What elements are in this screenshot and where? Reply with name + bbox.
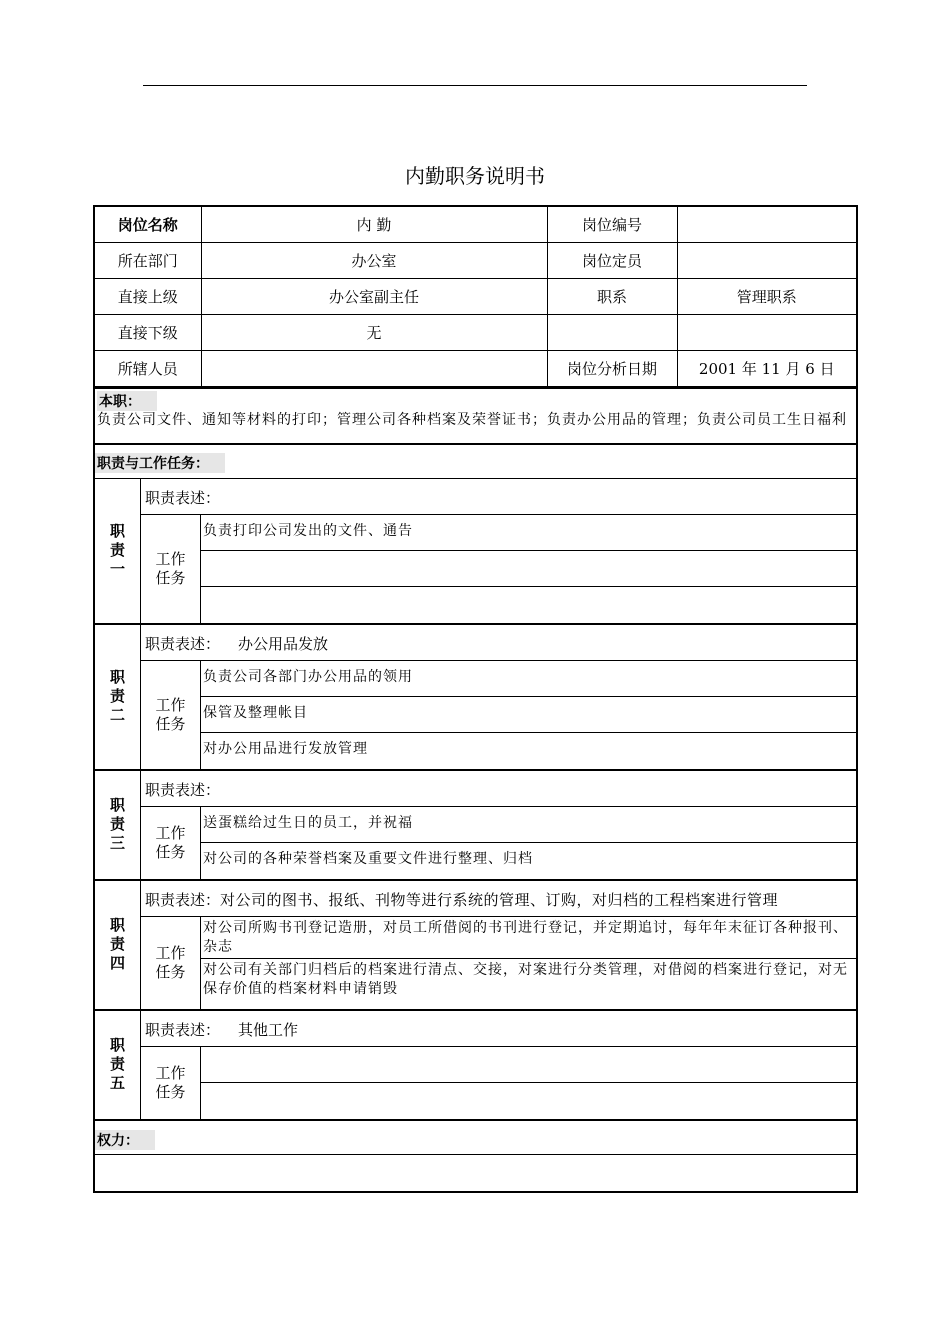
duty-description-label: 职责表述： — [145, 489, 221, 507]
task-row: 保管及整理帐目 — [201, 697, 856, 733]
task-row: 对公司有关部门归档后的档案进行清点、交接，对案进行分类管理，对借阅的档案进行登记，对无保存价值的档案材料申请销毁 — [203, 962, 848, 997]
duty-block — [95, 623, 856, 769]
duty-name: 职责四 — [108, 916, 126, 974]
duty-description-value: 其他工作 — [238, 1021, 299, 1039]
info-row — [95, 351, 856, 387]
info-key: 所在部门 — [95, 243, 201, 279]
duty-description-value: 办公用品发放 — [238, 635, 329, 653]
duty-description-label: 职责表述： — [145, 1021, 221, 1039]
info-key: 所辖人员 — [95, 351, 201, 387]
duties-section-header — [95, 443, 856, 478]
power-section-header — [95, 1119, 856, 1154]
task-label — [141, 1047, 201, 1119]
duty-block — [95, 879, 856, 1009]
duty-block — [95, 478, 856, 623]
task-label — [141, 807, 201, 879]
task-row: 负责打印公司发出的文件、通告 — [201, 515, 856, 551]
duty-name: 职责五 — [108, 1036, 126, 1094]
info-key: 职系 — [547, 279, 677, 315]
duty-description — [141, 1011, 856, 1047]
info-row — [95, 315, 856, 351]
info-value: 办公室 — [201, 243, 547, 279]
info-row — [95, 279, 856, 315]
primary-duty-section — [95, 387, 856, 443]
duty-name: 职责一 — [108, 522, 126, 580]
duty-description — [141, 881, 856, 917]
primary-duty-label: 本职： — [97, 391, 157, 411]
duty-description — [141, 479, 856, 515]
task-label — [141, 515, 201, 623]
task-label-text: 工作任务 — [155, 1064, 186, 1101]
duty-label — [95, 625, 141, 769]
duty-label — [95, 881, 141, 1009]
info-value — [677, 315, 856, 351]
document-title: 内勤职务说明书 — [405, 164, 545, 188]
info-value — [201, 351, 547, 387]
info-row — [95, 207, 856, 243]
task-label-text: 工作任务 — [155, 550, 186, 587]
duty-block — [95, 1009, 856, 1119]
duty-label — [95, 1011, 141, 1119]
duty-name: 职责三 — [108, 796, 126, 854]
duty-description-label: 职责表述： — [145, 781, 221, 799]
job-description-form — [93, 205, 858, 1193]
info-value: 2001 年 11 月 6 日 — [677, 351, 856, 387]
task-row — [201, 1047, 856, 1083]
info-key: 岗位编号 — [547, 207, 677, 243]
info-value — [677, 207, 856, 243]
basic-info-table — [95, 207, 856, 387]
info-key: 岗位定员 — [547, 243, 677, 279]
duty-name: 职责二 — [108, 668, 126, 726]
task-row: 送蛋糕给过生日的员工，并祝福 — [201, 807, 856, 843]
info-key: 直接下级 — [95, 315, 201, 351]
task-row: 对办公用品进行发放管理 — [203, 741, 368, 757]
duty-label — [95, 479, 141, 623]
info-key: 岗位名称 — [95, 207, 201, 243]
power-content — [95, 1154, 856, 1191]
header-rule — [143, 85, 807, 86]
task-row — [201, 587, 856, 623]
task-row: 对公司所购书刊登记造册，对员工所借阅的书刊进行登记，并定期追讨，每年年末征订各种报刊、杂志 — [201, 917, 856, 959]
duties-label: 职责与工作任务： — [95, 453, 225, 473]
info-value: 管理职系 — [677, 279, 856, 315]
info-value: 办公室副主任 — [201, 279, 547, 315]
power-label: 权力： — [95, 1130, 155, 1150]
info-key: 直接上级 — [95, 279, 201, 315]
duty-description-label: 职责表述： — [145, 891, 221, 909]
info-value — [677, 243, 856, 279]
info-row — [95, 243, 856, 279]
duty-block — [95, 769, 856, 879]
task-label — [141, 917, 201, 1009]
duty-description-value: 对公司的图书、报纸、刊物等进行系统的管理、订购，对归档的工程档案进行管理 — [220, 891, 779, 909]
task-row: 负责公司各部门办公用品的领用 — [201, 661, 856, 697]
info-value: 无 — [201, 315, 547, 351]
task-row — [201, 551, 856, 587]
task-label-text: 工作任务 — [155, 944, 186, 981]
task-row — [201, 1083, 856, 1119]
task-label-text: 工作任务 — [155, 696, 186, 733]
duty-description-label: 职责表述： — [145, 635, 221, 653]
task-label — [141, 661, 201, 769]
info-key: 岗位分析日期 — [547, 351, 677, 387]
duties-list — [95, 478, 856, 1119]
primary-duty-text: 负责公司文件、通知等材料的打印；管理公司各种档案及荣誉证书；负责办公用品的管理；负责公司员工生日福利 — [97, 412, 847, 428]
duty-description — [141, 771, 856, 807]
info-value: 内 勤 — [201, 207, 547, 243]
duty-description — [141, 625, 856, 661]
duty-label — [95, 771, 141, 879]
info-key — [547, 315, 677, 351]
task-label-text: 工作任务 — [155, 824, 186, 861]
task-row: 对公司的各种荣誉档案及重要文件进行整理、归档 — [203, 851, 533, 867]
